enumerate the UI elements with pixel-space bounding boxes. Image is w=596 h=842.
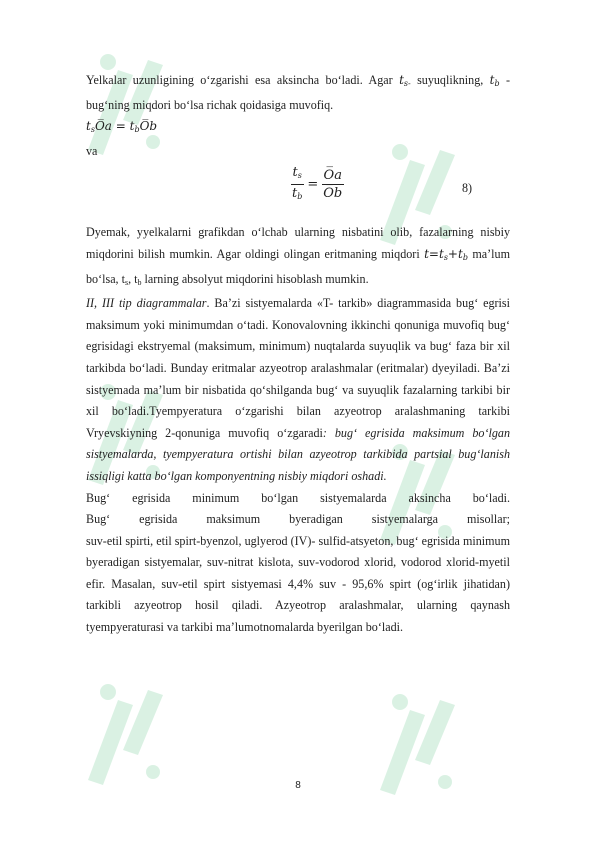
page-number: 8 [295,780,301,791]
section-heading: II, III tip diagrammalar [86,296,207,311]
paragraph-graph-ratio: Dyemak, yyelkalarni grafikdan o‘lchab ularning nisbatini olib, fazalarning nisbiy miqdorini bilish mumkin. Agar oldingi olingan eritmaning miqdori $t=t_s+t_b$ ma’lum bo‘lsa, $t_s$, $t_b$ larning absolyut miqdorini hisoblash mumkin. [86,225,510,287]
line-minimum: Bug‘ egrisida minimum bo‘lgan sistyemalarda aksincha bo‘ladi. [86,490,510,505]
equation-number: 8) [462,181,473,196]
paragraph-lever-rule: Yelkalar uzunligining o‘zgarishi esa aksincha bo‘ladi. Agar $t_{s-}$ suyuqlikning, $t_b$ - bug‘ning miqdori bo‘lsa richak qoidasiga muvofiq. [86,73,510,112]
formula-lever: $t_sO̅a$ = $t_bO̅b$ [86,119,158,135]
document-body [86,70,510,639]
line-maximum-examples: Bug‘ egrisida maksimum byeradigan sistyemalarga misollar; [86,512,510,527]
watermark-logo [78,680,168,790]
paragraph-examples: suv-etil spirti, etil spirt-byenzol, uglyerod (IV)- sulfid-atsyeton, bug‘ egrisida minimum byeradigan sistyemalar, suv-nitrat kislota, suv-vodorod xlorid, vodorod xlorid-myetil efir. Masalan, suv-etil spirt sistyemasi 4,4% suv - 95,6% spirt (og‘irlik jihatidan) tarkibli azyeotrop hosil qiladi. Azyeotrop aralashmalar, ularning qaynash tyempyeraturasi va tarkibi ma’lumotnomalarda byerilgan bo‘ladi. [86,533,510,635]
formula-ratio: $\frac{t_s}{t_b}$ = $\frac{O̅a}{O̅b}$ 8) [292,165,473,202]
paragraph-azeotrope: II, III tip diagrammalar. Ba’zi sistyemalarda «T- tarkib» diagrammasida bug‘ egrisi maksimum yoki minimumdan o‘tadi. Konovalovning ikkinchi qonuniga muvofiq bug‘ egrisidagi ekstryemal (maksimum, minimum) nuqtalarda suyuqlik va bug‘ faza bir xil tarkibda bo‘ladi. Bunday eritmalar azyeotrop aralashmalar (eritmalar) dyeyiladi. Ba’zi sistyemada ma’lum bir nisbatida qo‘shilganda bug‘ va suyuqlik fazalarning tarkibi bir xil bo‘ladi.Tyempyeratura o‘zgarishi bilan azyeotrop aralashmaning tarkibi Vryevskiyning 2-qonuniga muvofiq o‘zgaradi: bug‘ egrisida maksimum bo‘lgan sistyemalarda, tyempyeratura ortishi bilan azyeotrop tarkibida partsial bug‘lanish issiqligi katta bo‘lgan komponyentning nisbiy miqdori oshadi. [86,296,511,483]
connector-va: va [86,143,98,158]
